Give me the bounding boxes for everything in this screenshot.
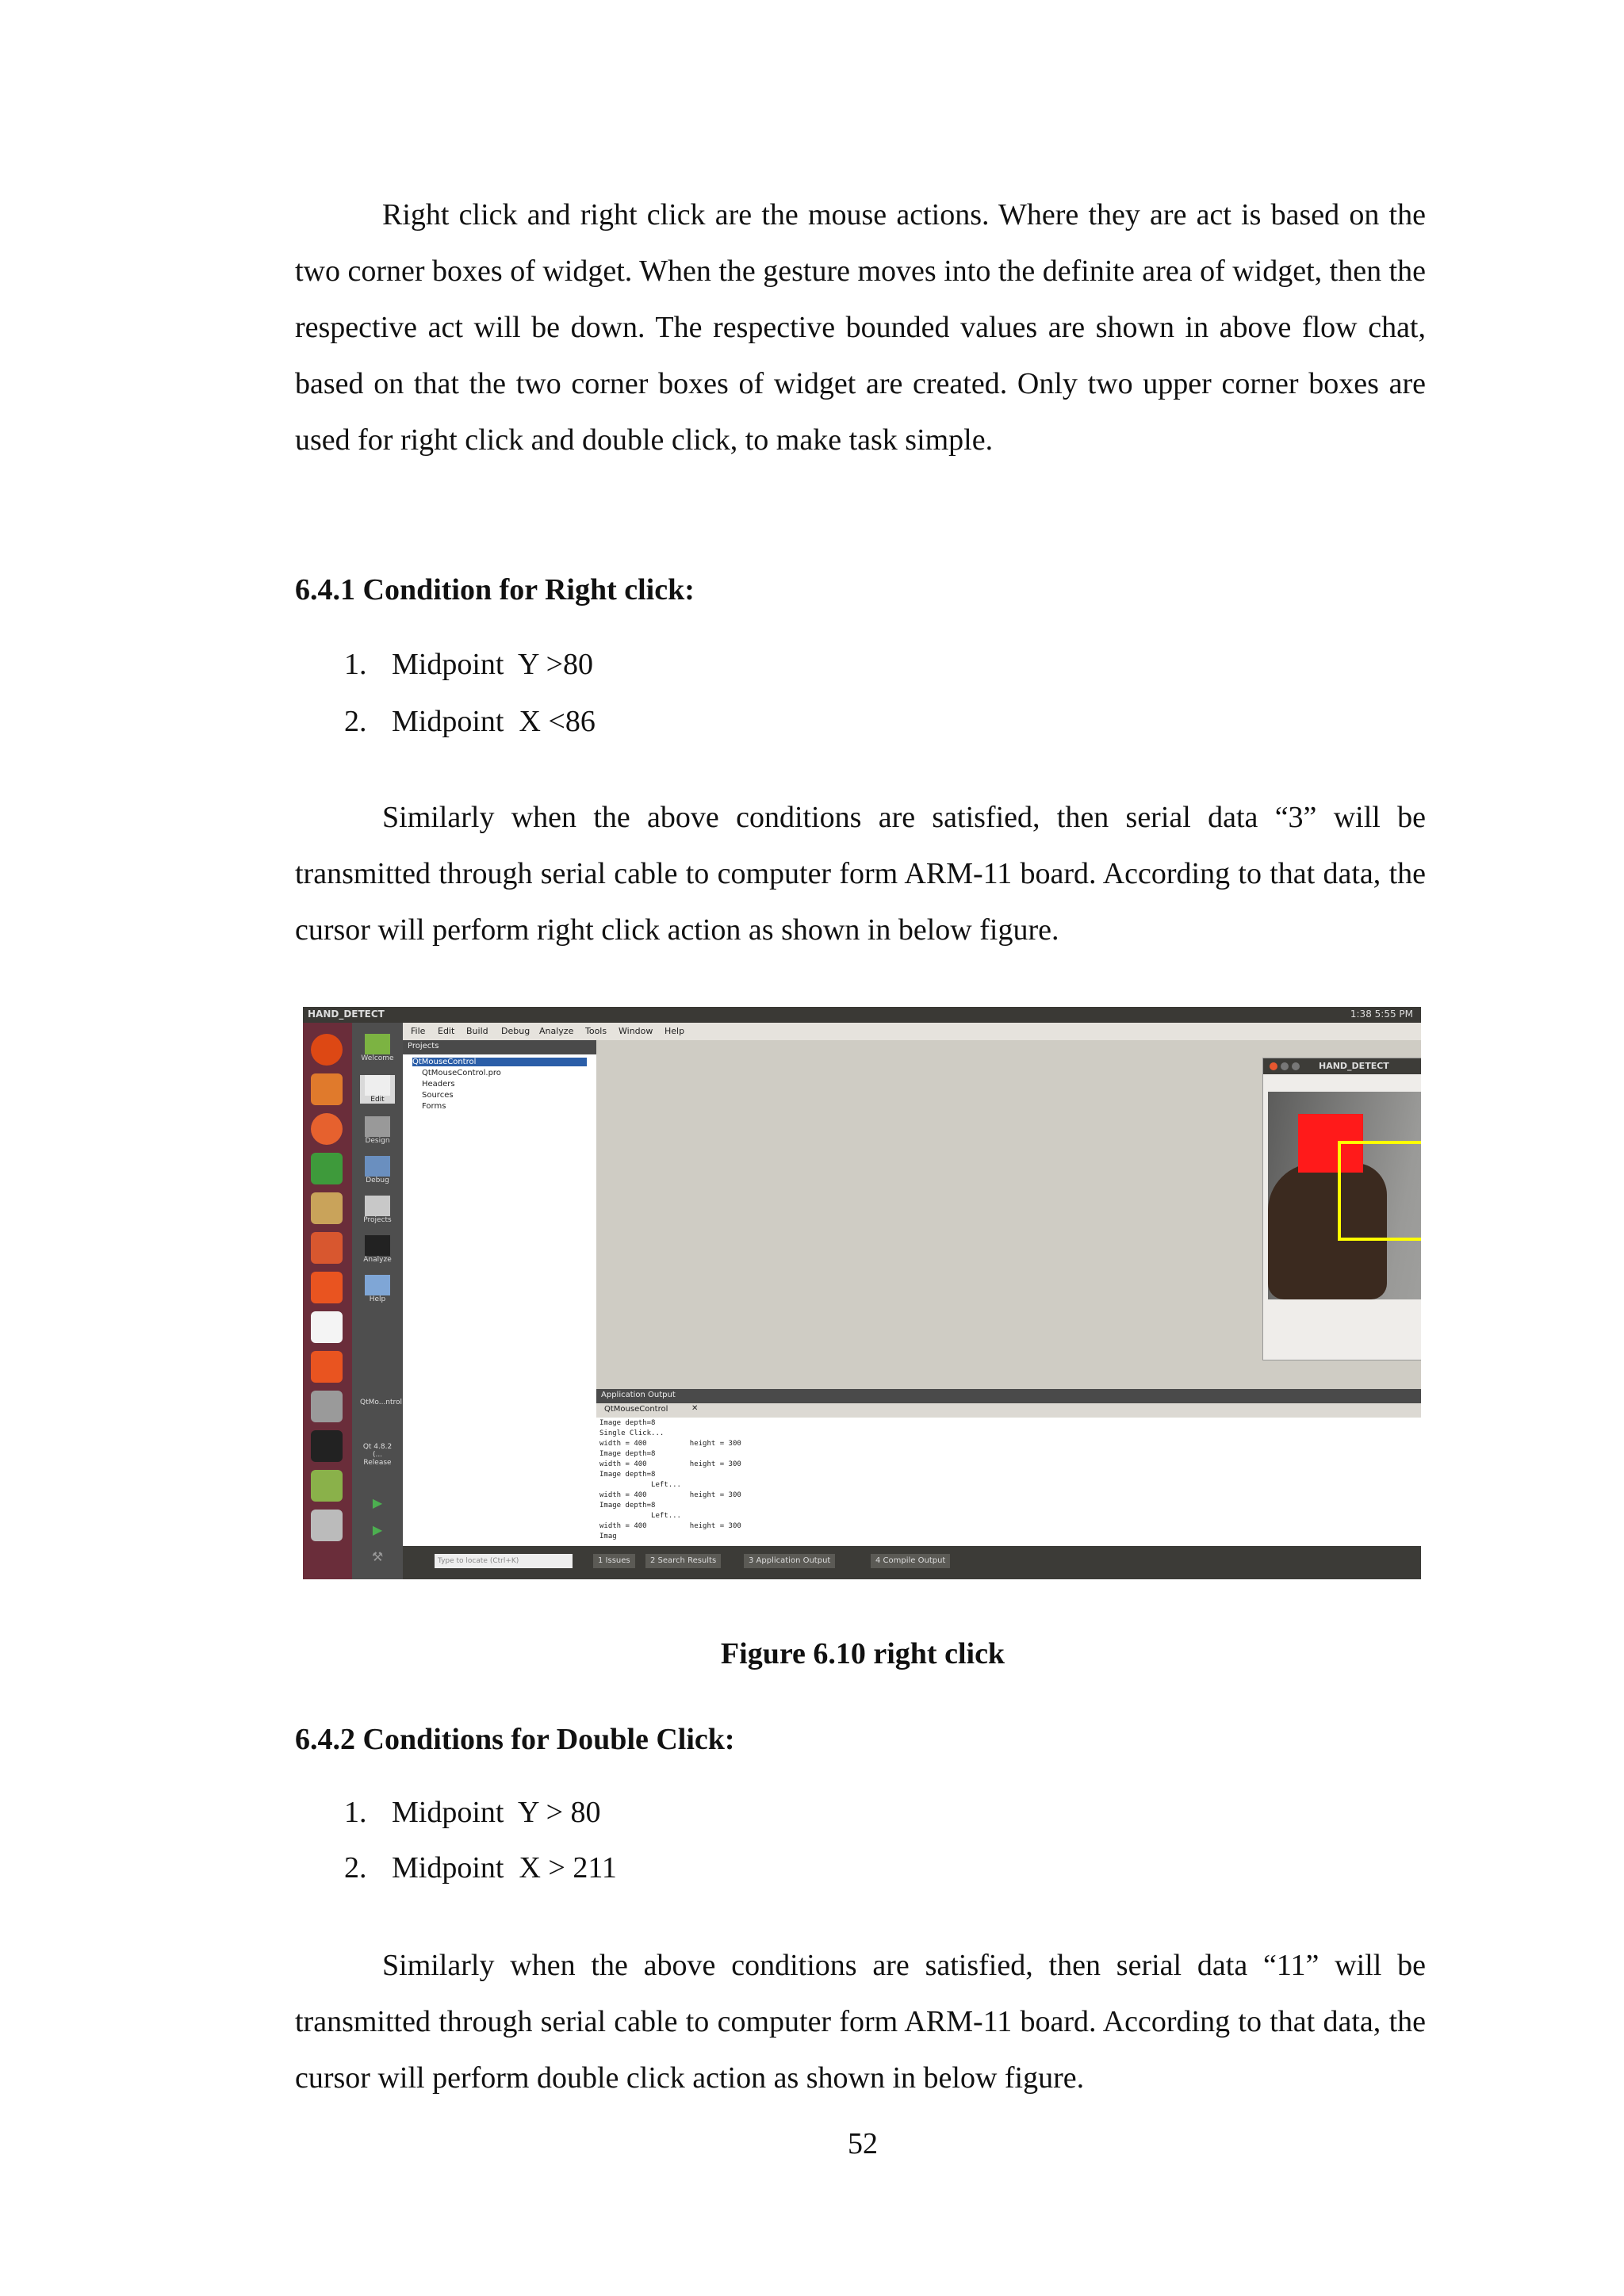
menu-file[interactable]: File: [411, 1026, 426, 1036]
tree-item-headers[interactable]: Headers: [422, 1080, 455, 1089]
qt-creator-icon: [311, 1470, 343, 1502]
mode-label: Help: [369, 1295, 386, 1303]
list-item-number: 1.: [344, 648, 367, 681]
menu-bar: [403, 1023, 1421, 1040]
output-line: width = 400 height = 300: [599, 1491, 741, 1499]
menu-tools[interactable]: Tools: [585, 1026, 607, 1036]
list-item-text: Midpoint X <86: [392, 705, 596, 738]
output-line: width = 400 height = 300: [599, 1522, 741, 1530]
build-config-label: Release: [363, 1459, 392, 1467]
top-bar-title: HAND_DETECT: [308, 1008, 385, 1020]
camera-frame: [1268, 1092, 1421, 1299]
mode-projects[interactable]: [360, 1196, 395, 1224]
software-center-icon: [311, 1232, 343, 1264]
tree-item-sources[interactable]: Sources: [422, 1091, 454, 1100]
right-click-paragraph-text: Similarly when the above conditions are satisfied, then serial data “3” will be transmitted through serial cable to computer form ARM-11 board. According to that data, the cursor will perform right click action as shown in below figure.: [295, 801, 1426, 947]
help-icon: [365, 1275, 390, 1295]
list-item-text: Midpoint Y >80: [392, 648, 594, 681]
output-line: Left...: [599, 1512, 681, 1520]
mode-analyze[interactable]: [360, 1235, 395, 1264]
output-line: Single Click...: [599, 1429, 665, 1437]
output-tab[interactable]: [596, 1403, 1421, 1418]
status-bar: [403, 1546, 1421, 1579]
edit-icon: [365, 1075, 390, 1096]
menu-window[interactable]: Window: [619, 1026, 653, 1036]
output-line: Image depth=8: [599, 1471, 656, 1479]
ubuntu-one-icon: [311, 1272, 343, 1303]
mode-label: Projects: [363, 1216, 392, 1224]
top-bar-status: 1:38 5:55 PM: [1350, 1008, 1413, 1020]
output-line: Left...: [599, 1481, 681, 1489]
run-icon[interactable]: ▶: [372, 1495, 383, 1510]
hand-detect-window: [1262, 1058, 1421, 1360]
system-top-bar: [303, 1007, 1421, 1023]
output-line: Imag: [599, 1533, 617, 1540]
figure-screenshot: [303, 1007, 1421, 1579]
output-line: Image depth=8: [599, 1502, 656, 1510]
status-tab-search-results[interactable]: 2 Search Results: [645, 1554, 721, 1568]
double-click-paragraph: [295, 1938, 1426, 2107]
settings-icon: [311, 1391, 343, 1422]
mode-label: Edit: [370, 1096, 385, 1104]
project-tree: [403, 1054, 596, 1546]
maximize-icon[interactable]: [1292, 1062, 1300, 1070]
tree-item-pro-file[interactable]: QtMouseControl.pro: [422, 1069, 501, 1077]
debug-icon: [365, 1156, 390, 1177]
editor-area: [596, 1040, 1421, 1389]
output-header-label: Application Output: [601, 1391, 676, 1399]
yellow-tracking-box: [1338, 1141, 1421, 1241]
output-line: width = 400 height = 300: [599, 1440, 741, 1448]
mode-sidebar: [352, 1023, 403, 1579]
dash-icon: [311, 1034, 343, 1066]
mode-welcome[interactable]: [360, 1034, 395, 1062]
list-item-number: 2.: [344, 1851, 367, 1885]
projects-header-label: Projects: [408, 1042, 439, 1050]
list-item-text: Midpoint Y > 80: [392, 1796, 601, 1829]
ubuntu-icon: [311, 1351, 343, 1383]
workspace-icon: [311, 1510, 343, 1541]
tree-item-forms[interactable]: Forms: [422, 1102, 446, 1111]
section-heading-right-click: 6.4.1 Condition for Right click:: [295, 573, 695, 607]
close-tab-icon[interactable]: ✕: [691, 1404, 699, 1413]
menu-build[interactable]: Build: [466, 1026, 488, 1036]
mode-label: Welcome: [361, 1054, 394, 1062]
document-icon: [311, 1192, 343, 1224]
hand-detect-title-bar: [1263, 1058, 1421, 1074]
mode-label: Analyze: [363, 1256, 392, 1264]
menu-help[interactable]: Help: [665, 1026, 685, 1036]
mode-help[interactable]: [360, 1275, 395, 1303]
mode-label: Design: [365, 1137, 390, 1145]
mode-label: Debug: [366, 1177, 389, 1184]
launcher-bar: [303, 1023, 352, 1579]
projects-icon: [365, 1196, 390, 1216]
mode-design[interactable]: [360, 1116, 395, 1145]
spreadsheet-icon: [311, 1153, 343, 1184]
status-tab-issues[interactable]: 1 Issues: [593, 1554, 635, 1568]
files-icon: [311, 1073, 343, 1105]
build-kit-label: Qt 4.8.2 (...: [362, 1443, 393, 1459]
double-click-paragraph-text: Similarly when the above conditions are satisfied, then serial data “11” will be transmitted through serial cable to computer form ARM-11 board. According to that data, the cursor will perform double click action as shown in below figure.: [295, 1949, 1426, 2095]
analyze-icon: [365, 1235, 390, 1256]
menu-edit[interactable]: Edit: [438, 1026, 455, 1036]
debug-run-icon[interactable]: ▶: [372, 1522, 383, 1537]
output-panel-header: [596, 1389, 1421, 1403]
mode-edit[interactable]: [360, 1075, 395, 1104]
welcome-icon: [365, 1034, 390, 1054]
close-icon[interactable]: [1270, 1062, 1277, 1070]
output-line: width = 400 height = 300: [599, 1460, 741, 1468]
tree-item-project[interactable]: QtMouseControl: [412, 1058, 587, 1066]
status-tab-application-output[interactable]: 3 Application Output: [744, 1554, 835, 1568]
terminal-icon: [311, 1430, 343, 1462]
section-heading-double-click: 6.4.2 Conditions for Double Click:: [295, 1723, 735, 1756]
build-kit[interactable]: [360, 1443, 395, 1467]
status-tab-compile-output[interactable]: 4 Compile Output: [871, 1554, 950, 1568]
menu-analyze[interactable]: Analyze: [539, 1026, 574, 1036]
output-line: Image depth=8: [599, 1450, 656, 1458]
design-icon: [365, 1116, 390, 1137]
list-item-number: 1.: [344, 1796, 367, 1829]
menu-debug[interactable]: Debug: [501, 1026, 530, 1036]
list-item-number: 2.: [344, 705, 367, 738]
amazon-icon: [311, 1311, 343, 1343]
build-hammer-icon[interactable]: ⚒: [371, 1549, 384, 1564]
figure-caption: Figure 6.10 right click: [720, 1637, 1005, 1670]
intro-paragraph-text: Right click and right click are the mouse actions. Where they are act is based on the two corner boxes of widget. When the gesture moves into the definite area of widget, then the respective act will be down. The respective bounded values are shown in above flow chat, based on that the two corner boxes of widget are created. Only two upper corner boxes are used for right click and double click, to make task simple.: [295, 198, 1426, 457]
page-number: 52: [848, 2127, 878, 2160]
output-line: Image depth=8: [599, 1419, 656, 1427]
intro-paragraph: [295, 187, 1426, 469]
application-output: [596, 1418, 1421, 1546]
minimize-icon[interactable]: [1281, 1062, 1289, 1070]
right-click-paragraph: [295, 790, 1426, 959]
firefox-icon: [311, 1113, 343, 1145]
projects-panel-header: [403, 1040, 596, 1054]
hand-detect-window-title: HAND_DETECT: [1319, 1061, 1389, 1071]
output-tab-label: QtMouseControl: [604, 1405, 668, 1414]
build-target[interactable]: [360, 1399, 403, 1406]
mode-debug[interactable]: [360, 1156, 395, 1184]
list-item-text: Midpoint X > 211: [392, 1851, 617, 1885]
locator-search-input[interactable]: Type to locate (Ctrl+K): [435, 1554, 573, 1568]
build-project-label: QtMo...ntrol: [360, 1399, 403, 1406]
